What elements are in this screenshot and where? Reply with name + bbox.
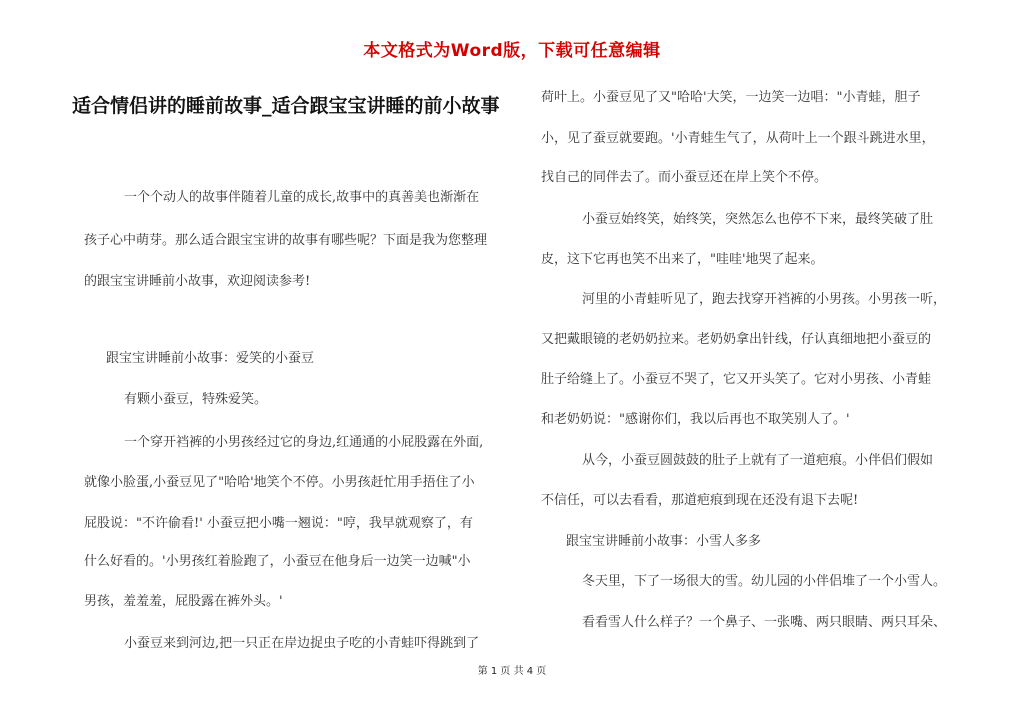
text-line: 男孩，羞羞羞，屁股露在裤外头。' [84,594,283,609]
text-line: 又把戴眼镜的老奶奶拉来。老奶奶拿出针线，仔认真细地把小蚕豆的 [541,332,932,347]
text-line: 孩子心中萌芽。那么适合跟宝宝讲的故事有哪些呢？下面是我为您整理 [84,233,488,248]
text-line: 荷叶上。小蚕豆见了又"哈哈'大笑，一边笑一边唱："小青蛙，胆子 [541,90,921,105]
text-line: 找自己的同伴去了。而小蚕豆还在岸上笑个不停。 [541,170,828,185]
text-line: 冬天里，下了一场很大的雪。幼儿园的小伴侣堆了一个小雪人。 [582,574,947,589]
document-title: 适合情侣讲的睡前故事_适合跟宝宝讲睡的前小故事 [72,95,500,117]
text-line: 有颗小蚕豆，特殊爱笑。 [124,392,268,407]
page-number: 第 1 页 共 4 页 [477,666,547,677]
text-line: 肚子给缝上了。小蚕豆不哭了，它又开头笑了。它对小男孩、小青蛙 [541,372,932,387]
text-line: 就像小脸蛋,小蚕豆见了"哈哈'地笑个不停。小男孩赶忙用手捂住了小 [84,475,475,490]
text-line: 从今，小蚕豆圆鼓鼓的肚子上就有了一道疤痕。小伴侣们假如 [582,453,934,468]
text-line: 河里的小青蛙听见了，跑去找穿开裆裤的小男孩。小男孩一听， [582,292,947,307]
section-heading: 跟宝宝讲睡前小故事：爱笑的小蚕豆 [106,351,315,366]
text-line: 小蚕豆始终笑，始终笑，突然怎么也停不下来，最终笑破了肚 [582,212,934,227]
text-line: 皮，这下它再也笑不出来了，"哇哇'地哭了起来。 [541,252,824,267]
text-line: 小蚕豆来到河边,把一只正在岸边捉虫子吃的小青蛙吓得跳到了 [124,636,480,651]
section-heading: 跟宝宝讲睡前小故事：小雪人多多 [566,534,762,549]
text-line: 一个穿开裆裤的小男孩经过它的身边,红通通的小屁股露在外面, [124,435,484,450]
text-line: 和老奶奶说："感谢你们，我以后再也不取笑别人了。' [541,412,850,427]
text-line: 一个个动人的故事伴随着儿童的成长,故事中的真善美也渐渐在 [124,190,480,205]
text-line: 不信任，可以去看看，那道疤痕到现在还没有退下去呢! [541,493,859,508]
text-line: 看看雪人什么样子？一个鼻子、一张嘴、两只眼睛、两只耳朵、 [582,615,947,630]
watermark-banner: 本文格式为Word版，下载可任意编辑 [363,41,661,61]
text-line: 什么好看的。'小男孩红着脸跑了，小蚕豆在他身后一边笑一边喊"小 [84,554,471,569]
text-line: 屁股说："不许偷看!' 小蚕豆把小嘴一翘说："哼，我早就观察了，有 [84,516,473,531]
text-line: 小，见了蚕豆就要跑。'小青蛙生气了，从荷叶上一个跟斗跳进水里， [541,131,935,146]
text-line: 的跟宝宝讲睡前小故事，欢迎阅读参考! [84,274,311,289]
